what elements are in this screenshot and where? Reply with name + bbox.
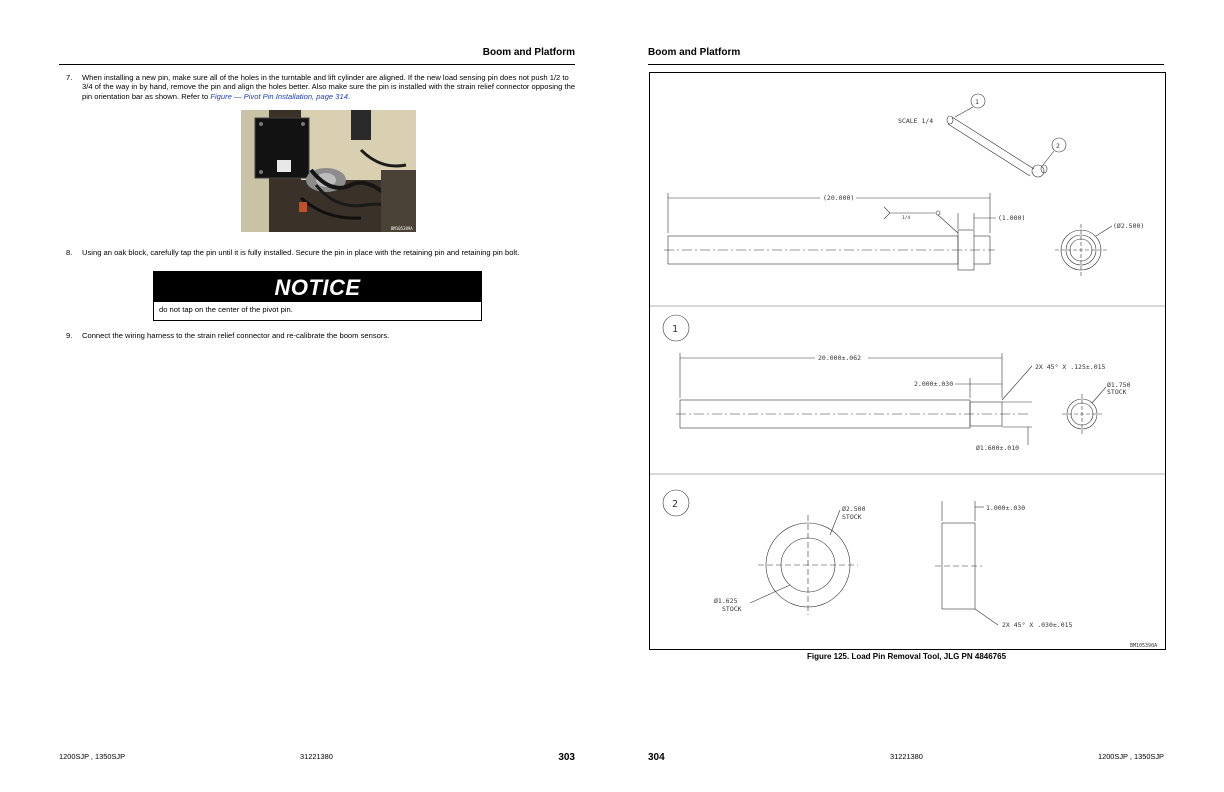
- weld-symbol-tail: [884, 207, 890, 213]
- balloon-2-label: 2: [1056, 142, 1060, 150]
- pin-chamfer-dimension: 2X 45° X .125±.015: [1035, 363, 1106, 371]
- stock-diameter-dimension: Ø1.750: [1107, 381, 1131, 389]
- step-text-part: When installing a new pin, make sure all of the holes in the turntable and lift cylinder are aligned. If the new load sensing pin does not push 1/2 to 3/4 of the way in by hand, remove the pin and align the holes better. Also make sure the pin is installed with the strain relief connector opposing the pin orientation bar as shown. Refer to: [82, 73, 576, 101]
- figure-code: BM105390A: [1130, 643, 1158, 649]
- leader-line: [750, 585, 790, 603]
- scale-label: SCALE 1/4: [898, 117, 934, 125]
- notice-title: NOTICE: [154, 272, 481, 302]
- weld-all-around: [936, 211, 940, 215]
- figure-cross-reference-link[interactable]: Figure — Pivot Pin Installation, page 314: [210, 91, 348, 101]
- figure-caption: Figure 125. Load Pin Removal Tool, JLG PN 4846765: [806, 652, 1007, 661]
- footer-doc-number: 31221380: [300, 752, 333, 761]
- leader-line: [1002, 366, 1032, 400]
- iso-pin-edge: [952, 117, 1034, 169]
- step-7: [66, 73, 576, 101]
- leader-line: [1043, 151, 1054, 165]
- pin-length-dimension: 20.000±.062: [818, 354, 862, 362]
- page-number: 304: [648, 752, 665, 763]
- stock-label: STOCK: [1107, 388, 1127, 396]
- leader-line: [830, 510, 840, 535]
- step-number: 7.: [66, 73, 73, 82]
- step-text: Connect the wiring harness to the strain relief connector and re-calibrate the boom sensors.: [82, 331, 390, 340]
- assembly-diameter-dimension: (Ø2.500): [1113, 222, 1145, 230]
- iso-pin-end: [947, 116, 953, 124]
- step-text-part: .: [347, 91, 351, 101]
- pin-detail-view: [663, 315, 1131, 452]
- collar-detail-view: [663, 490, 1073, 629]
- header-rule: [59, 64, 575, 65]
- pivot-pin-photo: [241, 110, 416, 232]
- procedure-steps-continued: [66, 248, 576, 257]
- stock-label: STOCK: [842, 513, 862, 521]
- footer-doc-number: 31221380: [890, 752, 923, 761]
- leader-line: [975, 609, 998, 625]
- notice-text: do not tap on the center of the pivot pin.: [159, 305, 293, 314]
- pin-step-dimension: 2.000±.030: [914, 380, 954, 388]
- weld-size-label: 1/4: [902, 216, 911, 221]
- procedure-steps: [66, 73, 576, 101]
- page-header: Boom and Platform: [648, 47, 741, 58]
- weld-leader: [938, 215, 958, 233]
- stock-label: STOCK: [722, 605, 742, 613]
- leader-line: [1092, 387, 1106, 403]
- collar-chamfer-dimension: 2X 45° X .030±.015: [1002, 621, 1073, 629]
- footer-model: 1200SJP , 1350SJP: [1097, 752, 1164, 761]
- page-header: Boom and Platform: [482, 47, 575, 58]
- step-text: Using an oak block, carefully tap the pin until it is fully installed. Secure the pin in place with the retaining pin and retaining pin bolt.: [82, 248, 520, 257]
- technical-drawing: [649, 72, 1166, 650]
- right-page: [612, 0, 1224, 792]
- pin-diameter-dimension: Ø1.600±.010: [976, 444, 1020, 452]
- load-pin-removal-tool-drawing: [650, 73, 1165, 649]
- detail-balloon-2-label: 2: [672, 499, 679, 510]
- iso-pin-collar: [1032, 165, 1044, 177]
- photo-code: BM105389A: [391, 226, 413, 231]
- collar-id-dimension: Ø1.625: [714, 597, 738, 605]
- leader-line: [955, 107, 973, 117]
- detail-balloon-1-label: 1: [672, 324, 679, 335]
- weld-symbol-tail: [884, 213, 890, 219]
- collar-width-dimension: 1.000±.030: [986, 504, 1026, 512]
- overall-length-dimension: (20.000): [823, 194, 855, 202]
- page-number: 303: [558, 752, 575, 763]
- notice-box: [153, 271, 482, 321]
- collar-od-dimension: Ø2.500: [842, 505, 866, 513]
- collar-dimension: (1.000): [998, 214, 1026, 222]
- assembly-view: [664, 94, 1144, 276]
- header-rule: [648, 64, 1164, 65]
- leader-line: [1096, 226, 1112, 236]
- footer-model: 1200SJP , 1350SJP: [59, 752, 126, 761]
- balloon-1-label: 1: [975, 98, 979, 106]
- step-text: [82, 73, 575, 101]
- pivot-pin-photo-image: [241, 110, 416, 232]
- step-number: 9.: [66, 331, 73, 340]
- step-8: [66, 248, 576, 257]
- step-number: 8.: [66, 248, 73, 257]
- step-9: [66, 331, 576, 340]
- iso-pin-edge: [948, 124, 1030, 176]
- procedure-steps-final: [66, 331, 576, 340]
